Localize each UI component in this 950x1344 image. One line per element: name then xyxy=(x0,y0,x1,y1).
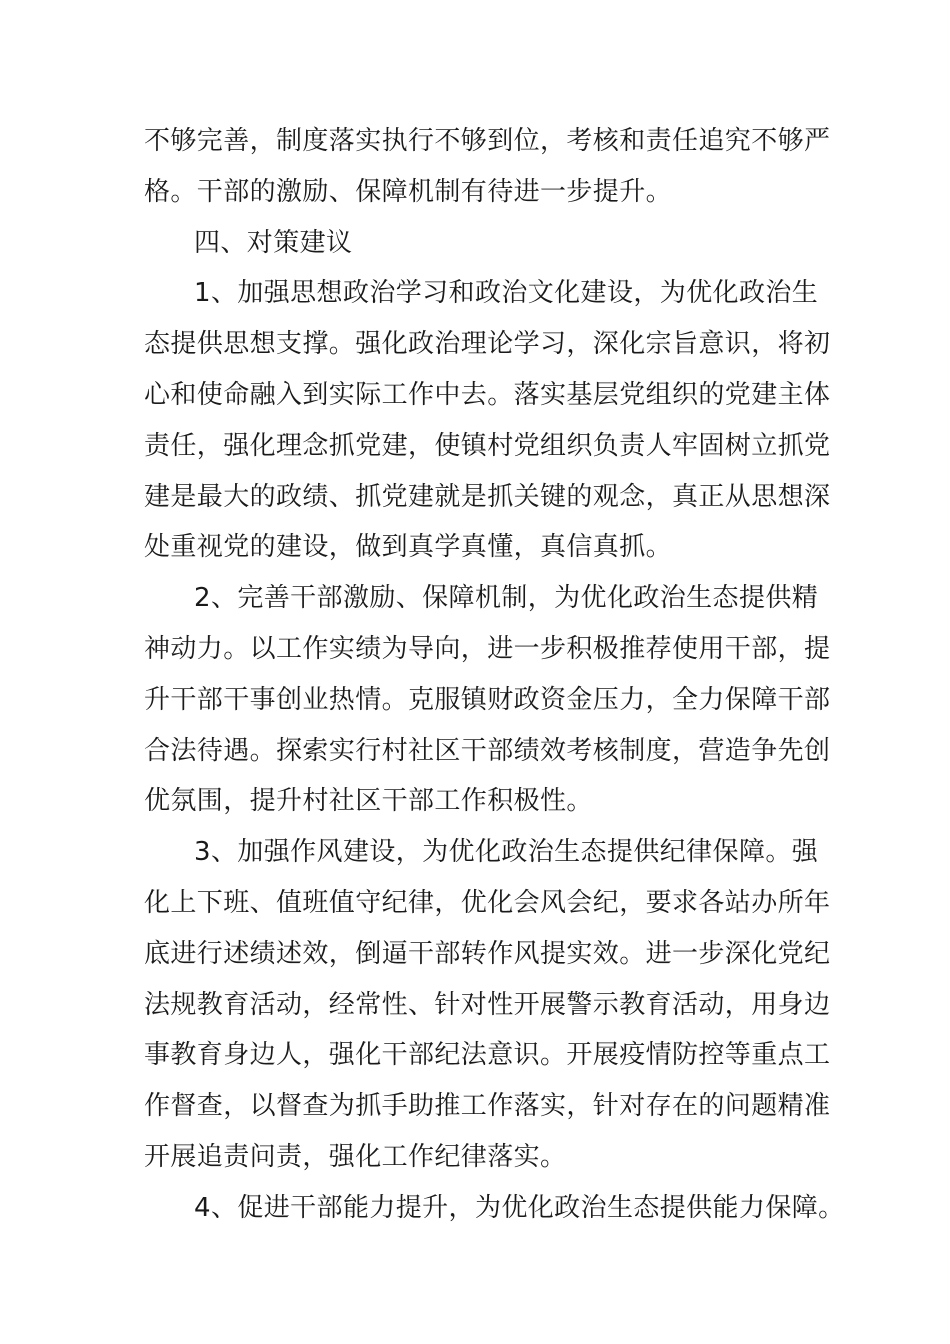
text-line: 2、完善干部激励、保障机制，为优化政治生态提供精 xyxy=(194,583,819,613)
text-line: 态提供思想支撑。强化政治理论学习，深化宗旨意识，将初 xyxy=(144,329,831,359)
text-line: 底进行述绩述效，倒逼干部转作风提实效。进一步深化党纪 xyxy=(144,939,831,969)
text-line: 责任，强化理念抓党建，使镇村党组织负责人牢固树立抓党 xyxy=(144,431,831,461)
text-line: 事教育身边人，强化干部纪法意识。开展疫情防控等重点工 xyxy=(144,1040,831,1070)
text-line: 化上下班、值班值守纪律，优化会风会纪，要求各站办所年 xyxy=(144,888,831,918)
text-line: 法规教育活动，经常性、针对性开展警示教育活动，用身边 xyxy=(144,990,831,1020)
text-line: 不够完善，制度落实执行不够到位，考核和责任追究不够严 xyxy=(144,126,831,156)
text-line: 1、加强思想政治学习和政治文化建设，为优化政治生 xyxy=(194,278,819,308)
text-line: 升干部干事创业热情。克服镇财政资金压力，全力保障干部 xyxy=(144,685,831,715)
text-line: 开展追责问责，强化工作纪律落实。 xyxy=(144,1142,567,1172)
text-line: 3、加强作风建设，为优化政治生态提供纪律保障。强 xyxy=(194,837,819,867)
text-line: 4、促进干部能力提升，为优化政治生态提供能力保障。 xyxy=(194,1193,845,1223)
text-line: 作督查，以督查为抓手助推工作落实，针对存在的问题精准 xyxy=(144,1091,831,1121)
text-line: 建是最大的政绩、抓党建就是抓关键的观念，真正从思想深 xyxy=(144,482,831,512)
text-line: 神动力。以工作实绩为导向，进一步积极推荐使用干部，提 xyxy=(144,634,831,664)
text-line: 处重视党的建设，做到真学真懂，真信真抓。 xyxy=(144,532,673,562)
text-line: 优氛围，提升村社区干部工作积极性。 xyxy=(144,786,593,816)
text-line: 合法待遇。探索实行村社区干部绩效考核制度，营造争先创 xyxy=(144,736,831,766)
text-line: 心和使命融入到实际工作中去。落实基层党组织的党建主体 xyxy=(144,380,831,410)
section-heading: 四、对策建议 xyxy=(194,228,353,258)
text-line: 格。干部的激励、保障机制有待进一步提升。 xyxy=(144,177,673,207)
